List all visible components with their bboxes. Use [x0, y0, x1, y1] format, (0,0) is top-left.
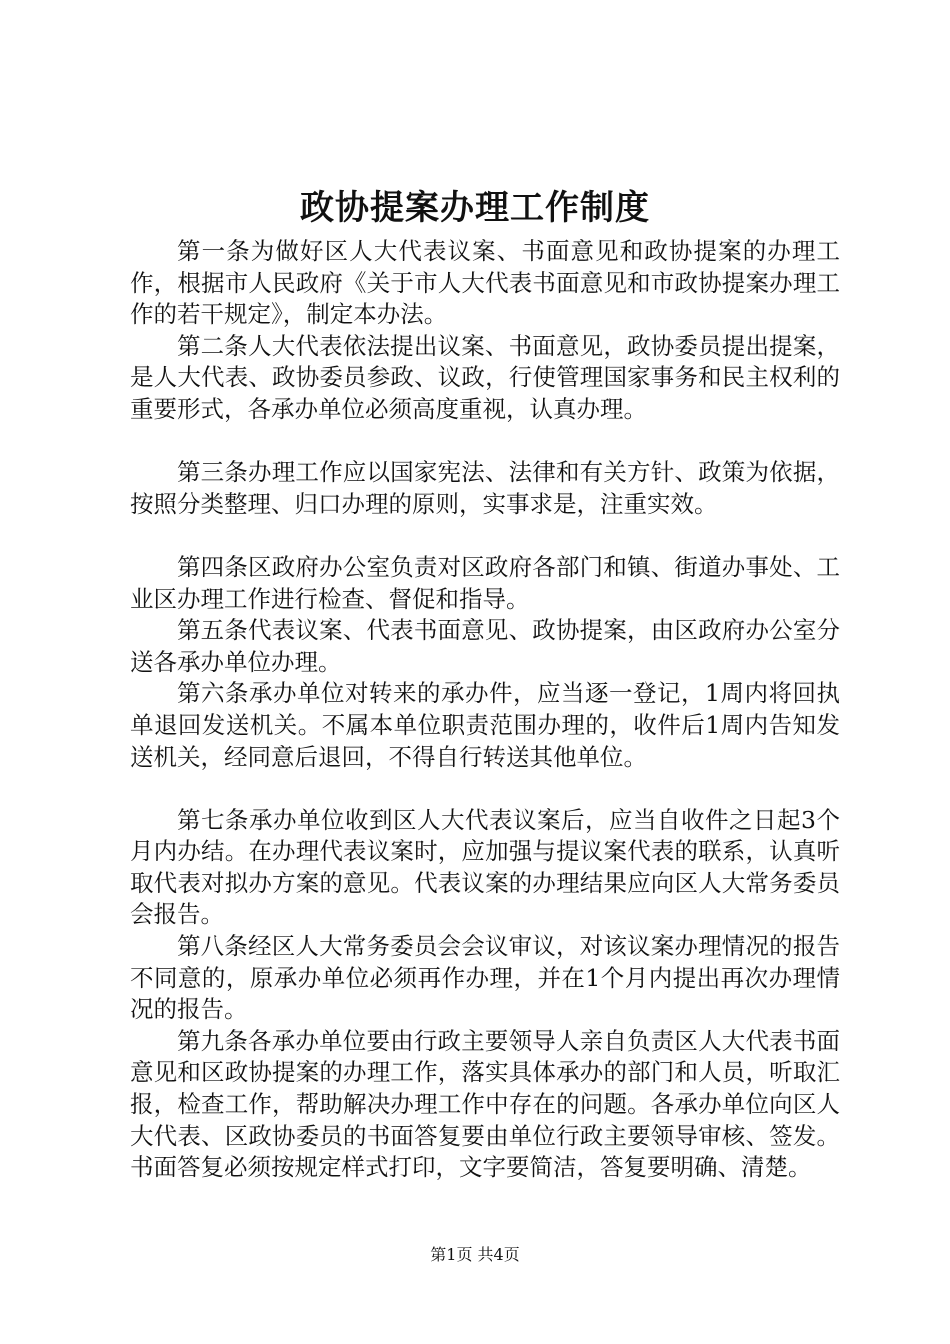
page-indicator: 第1页 共4页 [430, 1245, 520, 1264]
article-7: 第七条承办单位收到区人大代表议案后，应当自收件之日起3个月内办结。在办理代表议案时，应加强与提议案代表的联系，认真听取代表对拟办方案的意见。代表议案的办理结果应向区人大常务委员会报告。 [130, 805, 840, 929]
article-5: 第五条代表议案、代表书面意见、政协提案，由区政府办公室分送各承办单位办理。 [130, 616, 840, 676]
article-6: 第六条承办单位对转来的承办件，应当逐一登记，1周内将回执单退回发送机关。不属本单位职责范围办理的，收件后1周内告知发送机关，经同意后退回，不得自行转送其他单位。 [130, 679, 840, 771]
document-title: 政协提案办理工作制度 [300, 188, 650, 228]
article-2: 第二条人大代表依法提出议案、书面意见，政协委员提出提案，是人大代表、政协委员参政、议政，行使管理国家事务和民主权利的重要形式，各承办单位必须高度重视，认真办理。 [130, 331, 840, 423]
article-3: 第三条办理工作应以国家宪法、法律和有关方针、政策为依据，按照分类整理、归口办理的原则，实事求是，注重实效。 [130, 458, 840, 518]
page-footer [0, 1243, 950, 1267]
article-4: 第四条区政府办公室负责对区政府各部门和镇、街道办事处、工业区办理工作进行检查、督促和指导。 [130, 552, 840, 613]
article-8: 第八条经区人大常务委员会会议审议，对该议案办理情况的报告不同意的，原承办单位必须再作办理，并在1个月内提出再次办理情况的报告。 [130, 932, 840, 1024]
article-9: 第九条各承办单位要由行政主要领导人亲自负责区人大代表书面意见和区政协提案的办理工作，落实具体承办的部门和人员，听取汇报，检查工作，帮助解决办理工作中存在的问题。各承办单位向区人大代表、区政协委员的书面答复要由单位行政主要领导审核、签发。书面答复必须按规定样式打印，文字要简洁，答复要明确、清楚。 [130, 1026, 840, 1182]
article-1: 第一条为做好区人大代表议案、书面意见和政协提案的办理工作，根据市人民政府《关于市人大代表书面意见和市政协提案办理工作的若干规定》，制定本办法。 [130, 237, 840, 329]
document-body [130, 236, 840, 1184]
